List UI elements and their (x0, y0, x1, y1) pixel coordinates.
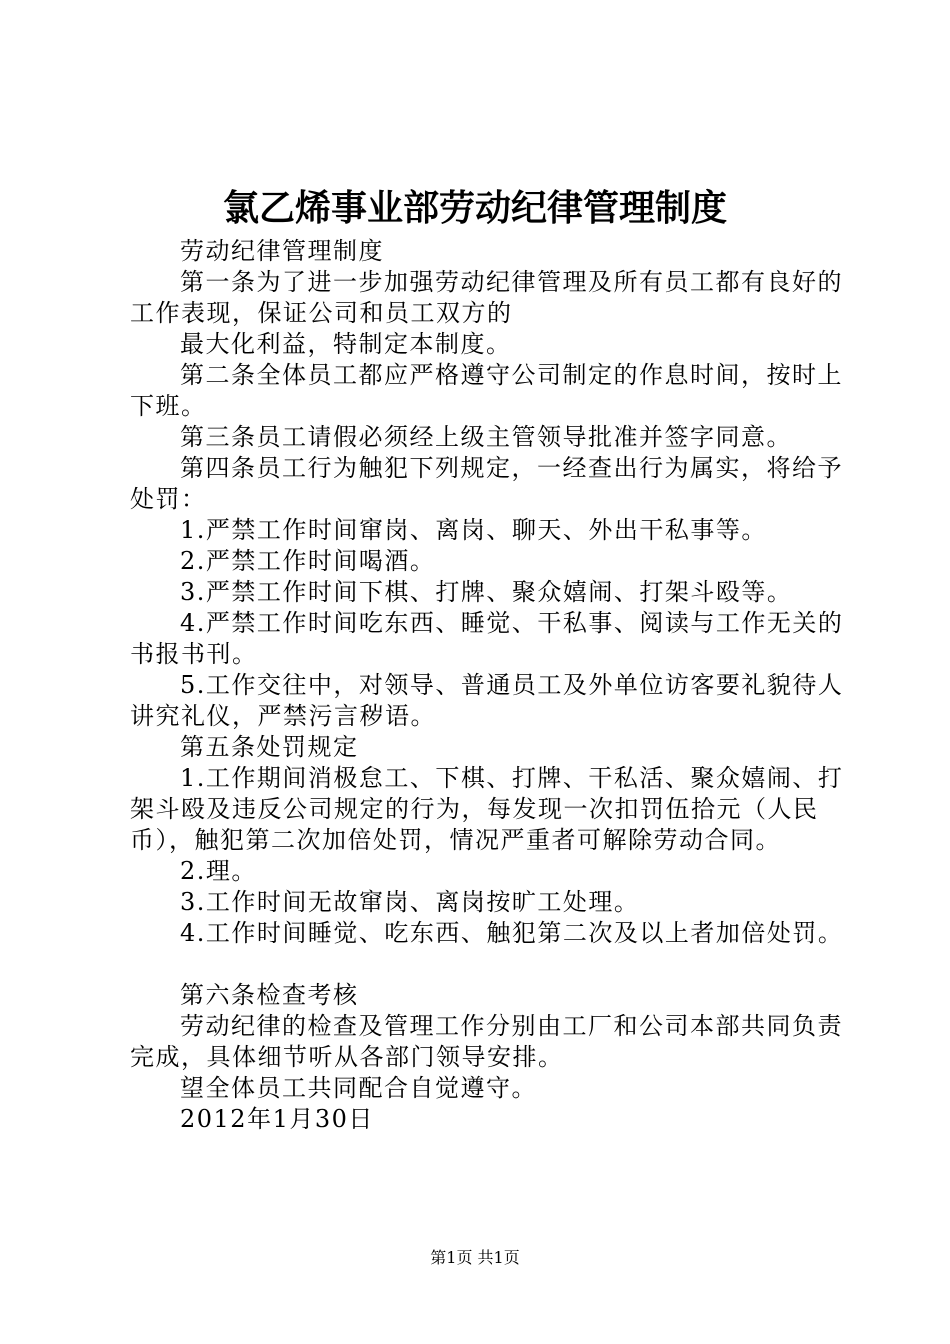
penalty-item-2: 2.理。 (180, 857, 257, 885)
closing-paragraph: 望全体员工共同配合自觉遵守。 (180, 1074, 537, 1102)
blank-line (130, 949, 855, 980)
article-2-paragraph: 第二条全体员工都应严格遵守公司制定的作息时间，按时上下班。 (130, 361, 843, 420)
article-3-paragraph: 第三条员工请假必须经上级主管领导批准并签字同意。 (180, 423, 792, 451)
document-body (130, 236, 855, 1135)
article-1-paragraph: 第一条为了进一步加强劳动纪律管理及所有员工都有良好的工作表现，保证公司和员工双方的 (130, 268, 843, 327)
rule-item-3: 3.严禁工作时间下棋、打牌、聚众嬉闹、打架斗殴等。 (180, 578, 793, 606)
rule-item-1: 1.严禁工作时间窜岗、离岗、聊天、外出干私事等。 (180, 516, 767, 544)
document-title: 氯乙烯事业部劳动纪律管理制度 (222, 187, 727, 229)
rule-item-4: 4.严禁工作时间吃东西、睡觉、干私事、阅读与工作无关的书报书刊。 (130, 609, 844, 668)
page-number-footer: 第1页 共1页 (430, 1248, 520, 1267)
penalty-item-3: 3.工作时间无故窜岗、离岗按旷工处理。 (180, 888, 640, 916)
article-6-heading: 第六条检查考核 (180, 981, 359, 1009)
rule-item-5: 5.工作交往中，对领导、普通员工及外单位访客要礼貌待人讲究礼仪，严禁污言秽语。 (130, 671, 844, 730)
article-1-continuation: 最大化利益，特制定本制度。 (180, 330, 512, 358)
document-date: 2012年1月30日 (180, 1105, 374, 1133)
article-5-heading: 第五条处罚规定 (180, 733, 359, 761)
penalty-item-4: 4.工作时间睡觉、吃东西、触犯第二次及以上者加倍处罚。 (180, 919, 844, 947)
article-4-paragraph: 第四条员工行为触犯下列规定，一经查出行为属实，将给予处罚： (130, 454, 843, 513)
penalty-item-1: 1.工作期间消极怠工、下棋、打牌、干私活、聚众嬉闹、打架斗殴及违反公司规定的行为，每发现一次扣罚伍拾元（人民币），触犯第二次加倍处罚，情况严重者可解除劳动合同。 (130, 764, 844, 854)
rule-item-2: 2.严禁工作时间喝酒。 (180, 547, 436, 575)
inspection-paragraph: 劳动纪律的检查及管理工作分别由工厂和公司本部共同负责完成，具体细节听从各部门领导安排。 (130, 1012, 843, 1071)
subtitle-paragraph: 劳动纪律管理制度 (180, 237, 384, 265)
